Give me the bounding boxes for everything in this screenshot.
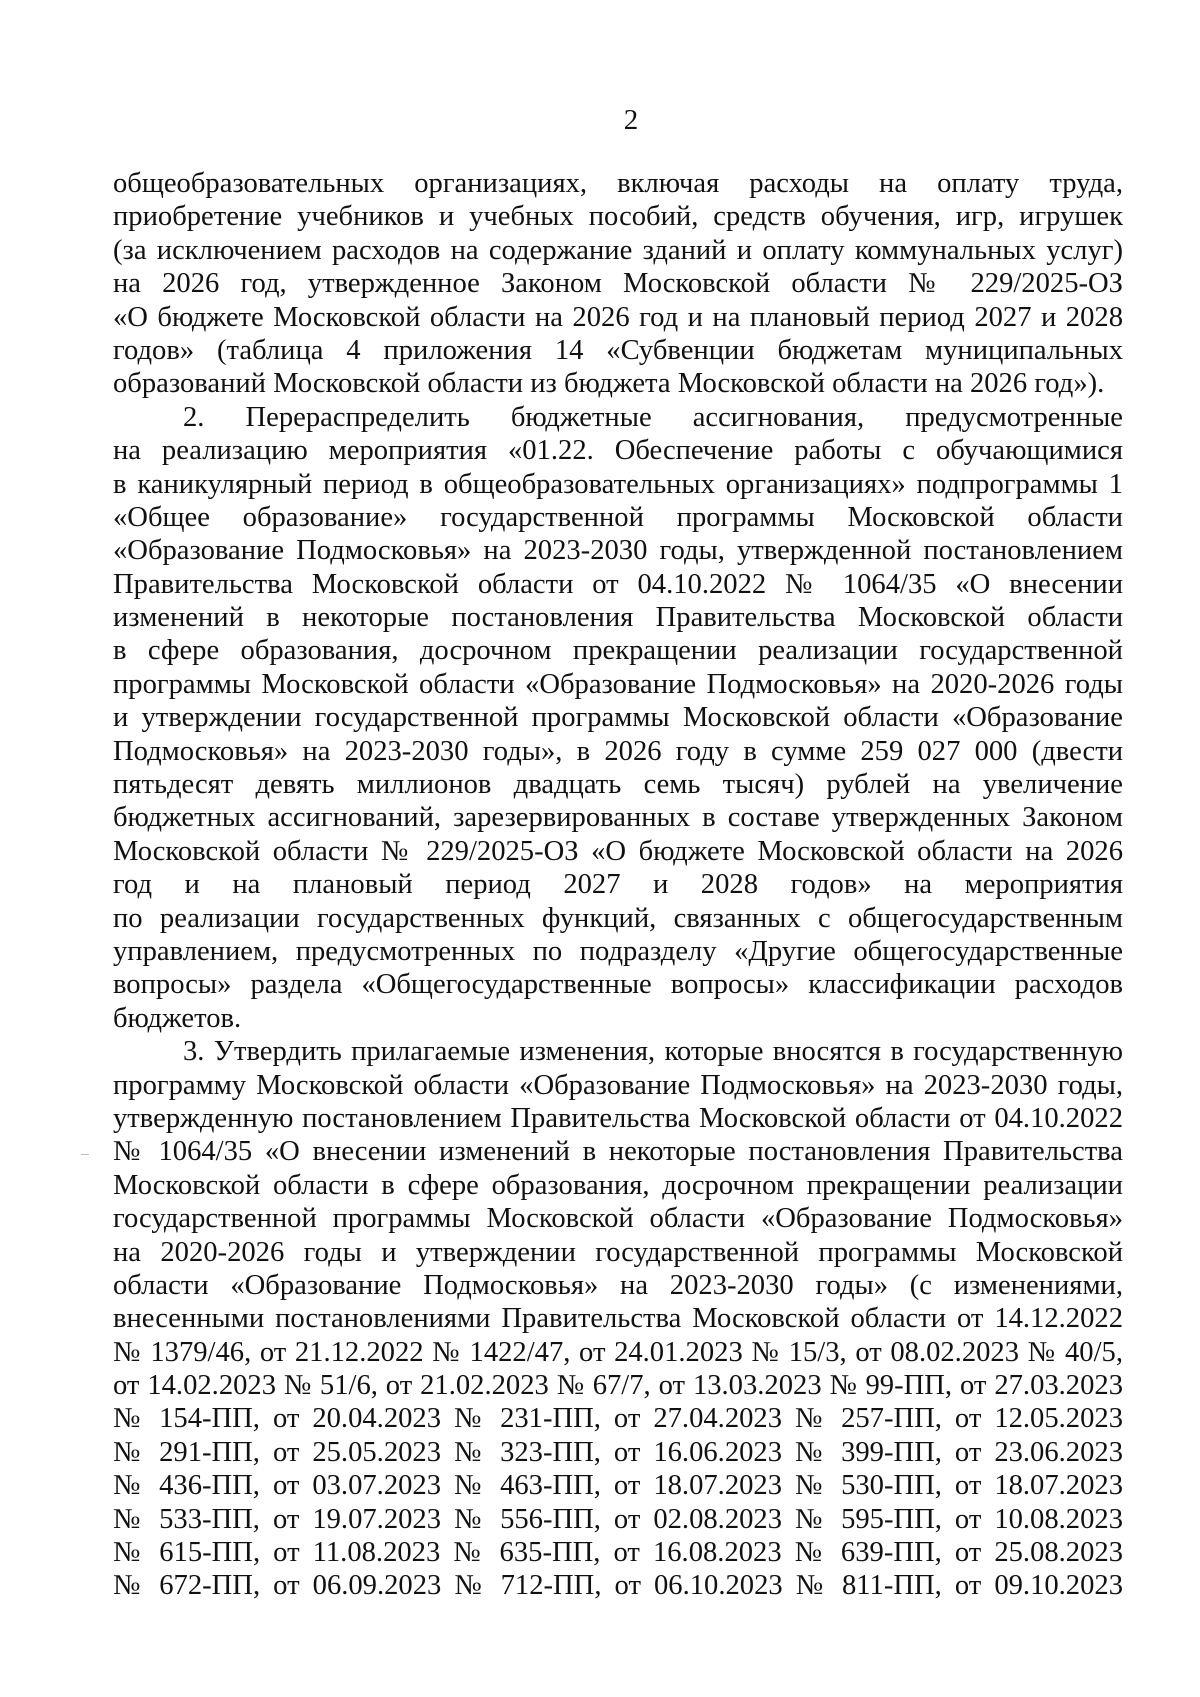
text-line: 3. Утвердить прилагаемые изменения, которые вносятся в государственную: [183, 1036, 1123, 1068]
text-line: изменений в некоторые постановления Правительства Московской области: [113, 602, 1123, 634]
text-line: утвержденную постановлением Правительства Московской области от 04.10.2022: [113, 1102, 1123, 1134]
body-text: [113, 167, 1123, 1603]
text-line: № 615-ПП, от 11.08.2023 № 635-ПП, от 16.08.2023 № 639-ПП, от 25.08.2023: [113, 1537, 1123, 1569]
text-line: № 154-ПП, от 20.04.2023 № 231-ПП, от 27.04.2023 № 257-ПП, от 12.05.2023: [113, 1403, 1123, 1435]
text-line: по реализации государственных функций, связанных с общегосударственным: [113, 902, 1123, 934]
text-line: образований Московской области из бюджета Московской области на 2026 год»).: [113, 368, 1105, 400]
text-line: Московской области № 229/2025-ОЗ «О бюджете Московской области на 2026: [113, 835, 1123, 867]
text-line: год и на плановый период 2027 и 2028 годов» на мероприятия: [113, 869, 1123, 901]
text-line: Московской области в сфере образования, досрочном прекращении реализации: [113, 1169, 1123, 1201]
text-line: приобретение учебников и учебных пособий, средств обучения, игр, игрушек: [113, 201, 1123, 233]
text-line: «О бюджете Московской области на 2026 год и на плановый период 2027 и 2028: [113, 301, 1123, 333]
text-line: «Общее образование» государственной программы Московской области: [113, 501, 1123, 533]
text-line: на реализацию мероприятия «01.22. Обеспечение работы с обучающимися: [113, 435, 1123, 467]
text-line: от 14.02.2023 № 51/6, от 21.02.2023 № 67/7, от 13.03.2023 № 99-ПП, от 27.03.2023: [113, 1370, 1123, 1402]
text-line: бюджетов.: [113, 1002, 242, 1034]
text-line: управлением, предусмотренных по подразделу «Другие общегосударственные: [113, 935, 1123, 967]
text-line: 2. Перераспределить бюджетные ассигнования, предусмотренные: [183, 401, 1123, 433]
text-line: бюджетных ассигнований, зарезервированных в составе утвержденных Законом: [113, 802, 1123, 834]
text-line: № 1064/35 «О внесении изменений в некоторые постановления Правительства: [113, 1136, 1123, 1168]
page-number: 2: [623, 104, 639, 136]
text-line: программу Московской области «Образование Подмосковья» на 2023-2030 годы,: [113, 1069, 1123, 1101]
text-line: программы Московской области «Образование Подмосковья» на 2020-2026 годы: [113, 668, 1123, 700]
text-line: вопросы» раздела «Общегосударственные вопросы» классификации расходов: [113, 969, 1123, 1001]
text-line: (за исключением расходов на содержание зданий и оплату коммунальных услуг): [113, 234, 1123, 266]
text-line: государственной программы Московской области «Образование Подмосковья»: [113, 1203, 1123, 1235]
text-line: «Образование Подмосковья» на 2023-2030 годы, утвержденной постановлением: [113, 535, 1123, 567]
text-line: пятьдесят девять миллионов двадцать семь тысяч) рублей на увеличение: [113, 769, 1123, 801]
text-line: годов» (таблица 4 приложения 14 «Субвенции бюджетам муниципальных: [113, 334, 1123, 366]
text-line: № 436-ПП, от 03.07.2023 № 463-ПП, от 18.07.2023 № 530-ПП, от 18.07.2023: [113, 1470, 1123, 1502]
text-line: № 291-ПП, от 25.05.2023 № 323-ПП, от 16.06.2023 № 399-ПП, от 23.06.2023: [113, 1436, 1123, 1468]
text-line: № 533-ПП, от 19.07.2023 № 556-ПП, от 02.08.2023 № 595-ПП, от 10.08.2023: [113, 1503, 1123, 1535]
text-line: на 2020-2026 годы и утверждении государственной программы Московской: [113, 1236, 1123, 1268]
text-line: Правительства Московской области от 04.10.2022 № 1064/35 «О внесении: [113, 568, 1123, 600]
text-line: № 1379/46, от 21.12.2022 № 1422/47, от 24.01.2023 № 15/3, от 08.02.2023 № 40/5,: [113, 1336, 1123, 1368]
text-line: в сфере образования, досрочном прекращении реализации государственной: [113, 635, 1123, 667]
scan-edge-mark: [81, 1154, 89, 1155]
text-line: в каникулярный период в общеобразовательных организациях» подпрограммы 1: [113, 468, 1123, 500]
text-line: на 2026 год, утвержденное Законом Московской области № 229/2025-ОЗ: [113, 268, 1123, 300]
text-line: и утверждении государственной программы Московской области «Образование: [113, 702, 1123, 734]
text-line: внесенными постановлениями Правительства Московской области от 14.12.2022: [113, 1303, 1123, 1335]
text-line: Подмосковья» на 2023-2030 годы», в 2026 году в сумме 259 027 000 (двести: [113, 735, 1123, 767]
text-line: № 672-ПП, от 06.09.2023 № 712-ПП, от 06.10.2023 № 811-ПП, от 09.10.2023: [113, 1570, 1123, 1602]
text-line: общеобразовательных организациях, включая расходы на оплату труда,: [113, 168, 1123, 199]
text-line: области «Образование Подмосковья» на 2023-2030 годы» (с изменениями,: [113, 1269, 1123, 1301]
